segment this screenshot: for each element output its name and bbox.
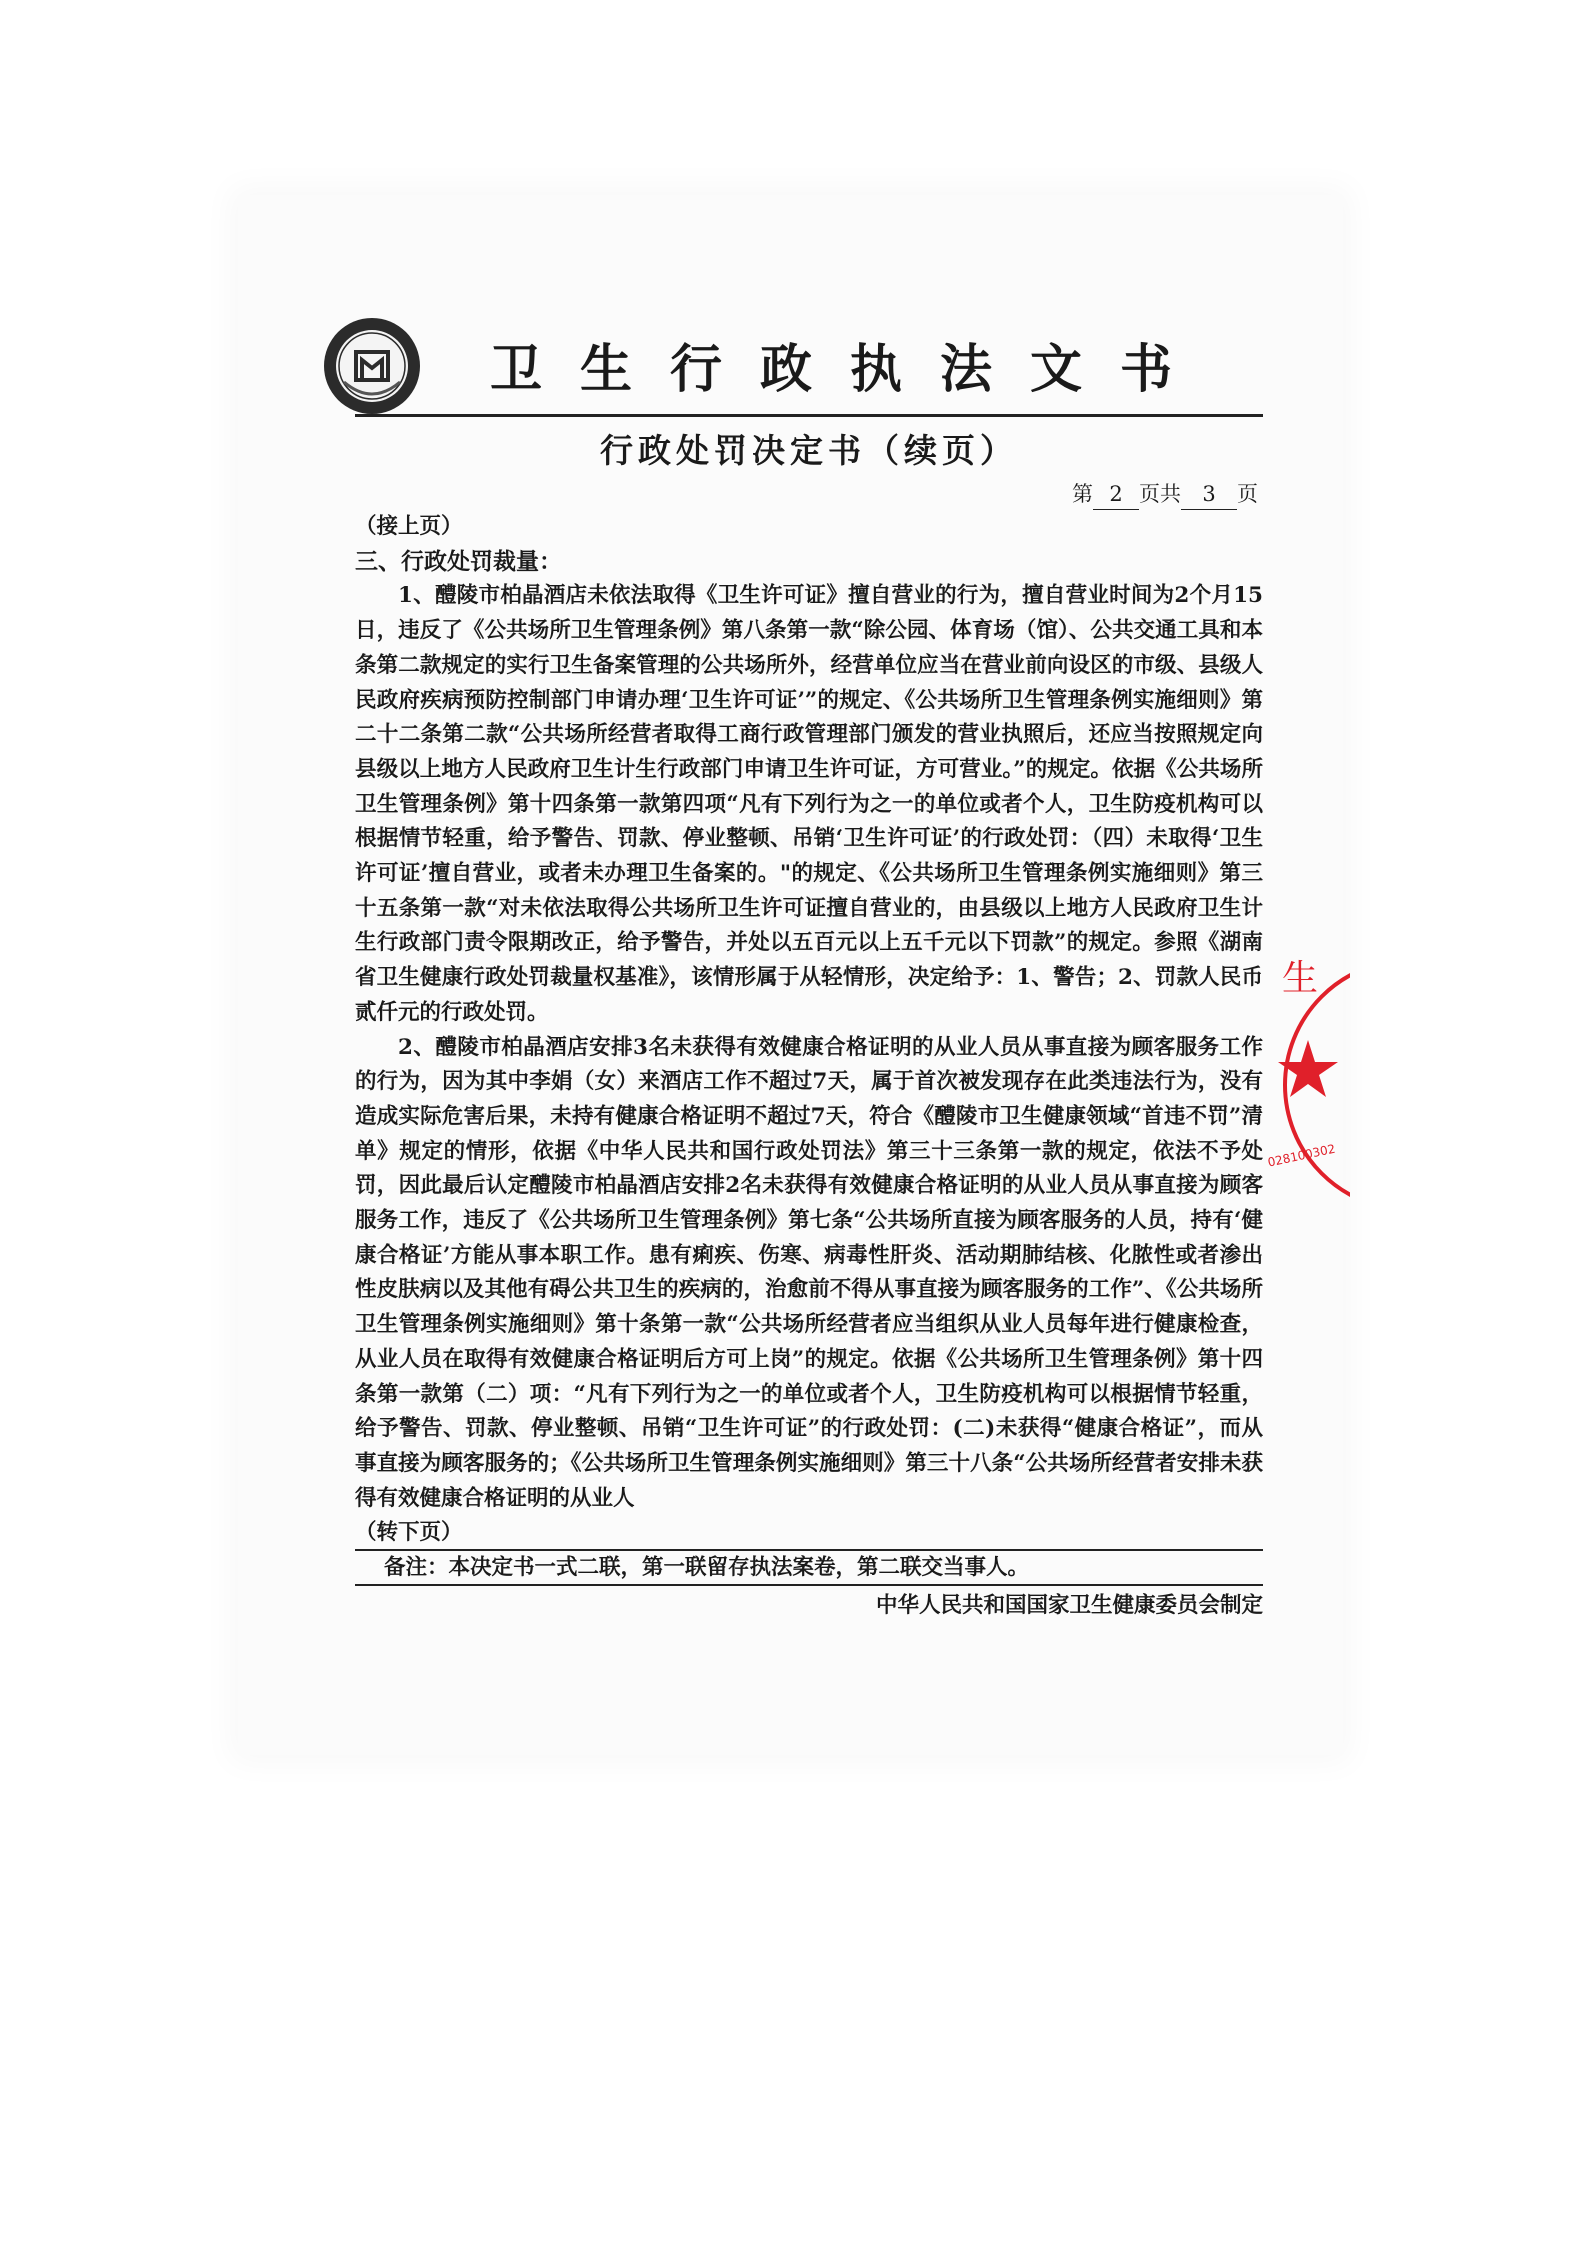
section-heading: 三、行政处罚裁量： xyxy=(355,547,562,575)
paragraph-2: 2、醴陵市柏晶酒店安排3名未获得有效健康合格证明的从业人员从事直接为顾客服务工作的行为，因为其中李娟（女）来酒店工作不超过7天，属于首次被发现存在此类违法行为，没有造成实际危害后果，未持有健康合格证明不超过7天，符合《醴陵市卫生健康领域“首违不罚”清单》规定的情形，依据《中华人民共和国行政处罚法》第三十三条第一款的规定，依法不予处罚，因此最后认定醴陵市柏晶酒店安排2名未获得有效健康合格证明的从业人员从事直接为顾客服务工作，违反了《公共场所卫生管理条例》第七条“公共场所直接为顾客服务的人员，持有‘健康合格证’方能从事本职工作。患有痢疾、伤寒、病毒性肝炎、活动期肺结核、化脓性或者渗出性皮肤病以及其他有碍公共卫生的疾病的，治愈前不得从事直接为顾客服务的工作”、《公共场所卫生管理条例实施细则》第十条第一款“公共场所经营者应当组织从业人员每年进行健康检查，从业人员在取得有效健康合格证明后方可上岗”的规定。依据《公共场所卫生管理条例》第十四条第一款第（二）项：“凡有下列行为之一的单位或者个人，卫生防疫机构可以根据情节轻重，给予警告、罚款、停业整顿、吊销“卫生许可证”的行政处罚：(二)未获得“健康合格证”，而从事直接为顾客服务的；《公共场所卫生管理条例实施细则》第三十八条“公共场所经营者安排未获得有效健康合格证明的从业人 xyxy=(355,1034,1263,1511)
page-number-suffix: 页 xyxy=(1237,482,1258,506)
paragraph-1: 1、醴陵市柏晶酒店未依法取得《卫生许可证》擅自营业的行为，擅自营业时间为2个月15日，违反了《公共场所卫生管理条例》第八条第一款“除公园、体育场（馆）、公共交通工具和本条第二款规定的实行卫生备案管理的公共场所外，经营单位应当在营业前向设区的市级、县级人民政府疾病预防控制部门申请办理‘卫生许可证’”的规定、《公共场所卫生管理条例实施细则》第二十二条第二款“公共场所经营者取得工商行政管理部门颁发的营业执照后，还应当按照规定向县级以上地方人民政府卫生计生行政部门申请卫生许可证，方可营业。”的规定。依据《公共场所卫生管理条例》第十四条第一款第四项“凡有下列行为之一的单位或者个人，卫生防疫机构可以根据情节轻重，给予警告、罚款、停业整顿、吊销‘卫生许可证’的行政处罚：（四）未取得‘卫生许可证’擅自营业，或者未办理卫生备案的。"的规定、《公共场所卫生管理条例实施细则》第三十五条第一款“对未依法取得公共场所卫生许可证擅自营业的，由县级以上地方人民政府卫生计生行政部门责令限期改正，给予警告，并处以五百元以上五千元以下罚款”的规定。参照《湖南省卫生健康行政处罚裁量权基准》，该情形属于从轻情形，决定给予：1、警告；2、罚款人民币贰仟元的行政处罚。 xyxy=(355,583,1263,1025)
page-number-prefix: 第 xyxy=(1072,482,1093,506)
footer-divider-top xyxy=(355,1549,1263,1551)
header-divider xyxy=(355,414,1263,417)
continued-from-note: （接上页） xyxy=(355,514,463,539)
page-number-total: 3 xyxy=(1181,479,1237,510)
document-series-title: 卫生行政执法文书 xyxy=(490,339,1211,400)
continued-to-note: （转下页） xyxy=(355,1520,463,1546)
document-subtitle: 行政处罚决定书（续页） xyxy=(600,431,1018,470)
footer-divider-bottom xyxy=(355,1584,1263,1586)
page-number xyxy=(1072,479,1258,510)
remark-note: 备注：本决定书一式二联，第一联留存执法案卷，第二联交当事人。 xyxy=(384,1555,1030,1580)
seal-number: 028100302 xyxy=(1266,1141,1337,1170)
page-number-middle: 页共 xyxy=(1139,482,1181,506)
seal-character: 生 xyxy=(1282,958,1319,999)
national-health-emblem-icon xyxy=(322,316,422,416)
page-number-current: 2 xyxy=(1093,479,1139,510)
issuer-note: 中华人民共和国国家卫生健康委员会制定 xyxy=(875,1593,1263,1618)
decision-body xyxy=(355,510,1263,1551)
red-official-seal-icon xyxy=(1260,950,1350,1220)
